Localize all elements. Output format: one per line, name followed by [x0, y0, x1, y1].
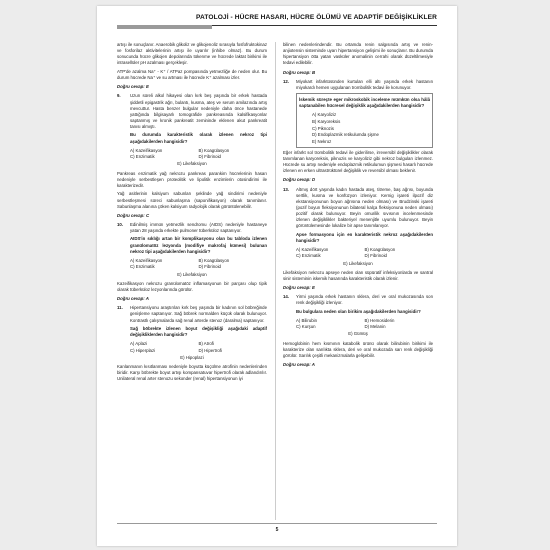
question-14: [283, 294, 433, 306]
option: C) Enzimatik: [130, 154, 155, 160]
option-e: E) Hipoplazi: [180, 354, 204, 360]
question-number: 14.: [283, 294, 290, 300]
question-number: 9.: [117, 93, 121, 99]
question-text: Edinilmiş immün yetmezlik sendromu (AIDS) nedeniyle hastaneye yatan 28 yaşında erkekte pulmoner tüberküloz saptanıyor.: [130, 222, 267, 234]
question-11: [117, 305, 267, 323]
answer-line: Doğru cevap: E: [117, 84, 149, 90]
question-number: 13.: [283, 186, 290, 192]
answer-line: Doğru cevap: C: [117, 212, 150, 218]
option: C) Kurşun: [296, 324, 316, 330]
question-stem: Bu bulgulara neden olan birikim aşağıdakilerden hangisidir?: [296, 308, 421, 314]
option: D) Fibrinoid: [198, 264, 221, 270]
answer-line: Doğru cevap: A: [283, 362, 315, 368]
question-stem: İskemik süreçte eger mikroskobik inceleme mümkün olsa hâlâ saptanabilen hücresel değişiklik aşağıdakilerden hangisidir?: [299, 97, 430, 109]
answer-line: Doğru cevap: D: [283, 177, 316, 183]
option: B) Koagülasyon: [198, 257, 230, 263]
paragraph: ATP'de azalma Na⁺ - K⁺ / ATPaz pompasında yetmezliğe de neden olur. Bu durum hücrede Na⁺ ve su artması ile hücrede K⁺ azalması izler.: [117, 69, 267, 81]
option: B) Atrofi: [198, 340, 214, 346]
question-text: Altmış dört yaşında kadın hastada ateş, titreme, baş ağrısı, boyunda sertlik, kusma ve konfüzyon izleniyor. Kernig işareti ilpozif diz ekstansiyonunun boyun ağrısına neden olması) ve Brudzinski işareti (pozif boyun fleksiyonunun bilateral kalça fleksiyonuna neden olması) pozitif olarak bulunuyor. Beyin omurilik sıvısının incelenmesinde izlenen değişiklikler bakteriyel menenjitle uyumlu bulunuyor. Beyin görüntülemesinde lokalize bir apse tanımlanıyor.: [296, 186, 433, 229]
question-9: [117, 93, 267, 130]
page-number: 5: [275, 527, 279, 533]
option: A) Bilirubin: [296, 317, 318, 323]
question-text: Miyokart infarktüsünden kurtulan elli altı yaşında erkek hastanın miyokardı hemen uygulanan trombolitik tedavi ile korunuyor.: [296, 78, 433, 90]
question-12: [283, 79, 433, 91]
option-e: E) Gümüş: [348, 331, 368, 337]
option: C) Hiperplazi: [130, 347, 156, 353]
answer-line: Doğru cevap: A: [117, 296, 149, 302]
question-number: 12.: [283, 78, 290, 84]
option: D) Endoplazmik retikulumda şişme: [312, 132, 379, 138]
option: B) Karyoreksis: [312, 118, 341, 124]
options-grid: [130, 148, 267, 161]
explanation: Eğer infarkt sol trombolitik tedavi ile giderilirse, irreversibl değişiklikler olarak tanımlanan karyoreksis, piknozis ve karyoliziz gibi nekroz bulguları izlenmez. Hücrede su artışı nedeniyle endoplazmik retikulumun şişmesi hasarlı hücrede izlenen en erken ultrastrüktürel değişiklik ve reversibl olması beklenir.: [283, 149, 433, 174]
option: B) Koagülasyon: [198, 147, 230, 153]
option: D) Hipertrofi: [198, 347, 222, 353]
paragraph: bilinen nedenlerindendir. Bu ortamda renin salgısında artış ve renin-anjiotensin sisteminde uyarı hipertansiyon gelişimi ile sonuçlanır. Bu durumda hipertansiyon ötta yatan vasküler anomalinin cerrahi olarak düzeltilmesiyle tedavi edilebilir.: [283, 42, 433, 66]
option: A) Karyoliziz: [312, 112, 337, 118]
answer-line: Doğru cevap: E: [283, 285, 315, 291]
option: B) Koagülasyon: [364, 246, 396, 252]
left-column: [117, 42, 267, 385]
answer-line: Doğru cevap: B: [283, 69, 316, 75]
option: C) Enzimatik: [130, 264, 155, 270]
option: C) Piknozis: [312, 125, 334, 131]
explanation: Hemoglobinin hem kısmının katabolik ürünü olarak bilirubinin birikimi ile karakterize olan sarılıkta sklera, deri ve oral mukozada sarı renk değişikliği görülür. Sarılık çeşitli mekanizmalarla gelişebilir.: [283, 340, 433, 358]
options-grid: [296, 247, 433, 260]
question-stem: Apse formasyonu için en karakteristik nekroz aşağıdakilerden hangisidir?: [296, 231, 433, 243]
explanation: Yağ asitlerinin kalsiyum sabunları şeklinde yağ sindirimi nedeniyle serbestleşmesi süreci sabunlaşma (saponifikasyon) olarak tanımlanır. Sabunlaşma alanına çöken kalsiyum radyolojik olarak görüntülenebilir.: [117, 191, 267, 209]
column-divider: [275, 42, 276, 520]
option: D) Fibrinoid: [198, 154, 221, 160]
question-10: [117, 222, 267, 234]
options-grid: [130, 258, 267, 271]
explanation: Kazeifikasyon nekrozu granülomatöz inflamasyonun bir parçası olup tipik olarak tüberküloz lezyonlarında görülür.: [117, 280, 267, 292]
header-accent-bar: [117, 25, 212, 29]
option-e: E) Likefaksiyon: [177, 271, 207, 277]
option: E) Nekroz: [312, 138, 332, 144]
option: D) Fibrinoid: [364, 253, 387, 259]
explanation: Pankreas enzimatik yağ nekrozu pankreas parankim hücrelerinin hasarı nedeniyle serbestleşen proteolitik ve lipolitik enzimlerin otosindirimi ile karakterizedir.: [117, 170, 267, 188]
option: A) Aplazi: [130, 340, 148, 346]
explanation: Kanlanmanın kısıtlanması nedeniyle boyutta küçülme atrofinin nedenlerinden biridir. Karşı böbrekte boyut artışı kompansatuvar hipertrofi olarak adlandırılır. Unilateral renal arter stenozu sekonder (renal) hipertansiyonun iyi: [117, 363, 267, 382]
option: B) Hemosiderin: [364, 317, 395, 323]
paragraph: artışı ile sonuçlanır. Anaerobik glikoliz ve glikojenoliz sırasıyla fosfofruktokinaz ve fosforilaz aktivitelerinin artışı ile uyarılır (inhibe olmaz). Bu durum sonucunda hücre glikojen depolarında tükenme ve hücrede laktat birikimi ile intrasellüler pH azalması gerçekleşir.: [117, 42, 267, 66]
question-13: [283, 187, 433, 230]
options-grid: [296, 318, 433, 331]
options-grid: [130, 341, 267, 354]
question-number: 10.: [117, 222, 124, 228]
question-text: Uzun süreli alkol hikayesi olan kırk beş yaşında bir erkek hastada şiddetli epigastrik ağrı, bulantı, kusma, ateş ve serum amilazında artış mevcuttur. Hasta benzer bulgular nedeniyle daha önce hastanede yattığında bilgisayarlı tomografide pankreasında kalsifikasyonlar saptanmış ve kronik pankreatit zemininde eklenen akut pankreatit tanısı almıştı.: [130, 93, 267, 130]
question-stem: Bu durumda karakteristik olarak izlenen nekroz tipi aşağıdakilerden hangisidir?: [130, 132, 267, 144]
options-list: [312, 112, 430, 144]
option: C) Enzimatik: [296, 253, 321, 259]
page-header-title: PATOLOJİ - HÜCRE HASARI, HÜCRE ÖLÜMÜ VE ADAPTİF DEĞİŞİKLİKLER: [195, 14, 437, 21]
footer-rule: [117, 523, 437, 524]
explanation: Likefaksiyon nekrozu apseye neden olan süpüratif infeksiyonlarda ve santral sinir sisteminin iskemik hasarında karakteristik olarak izlenir.: [283, 269, 433, 281]
question-text: Hipertansiyonu araştırılan kırk beş yaşında bir kadının sol böbreğinde genişleme saptanıyor. Sağ böbrek normalden küçük olarak bulunuyor. Kontrastlı çalışmalarda sağ renal arterde stenoz (daralma) saptanıyor.: [130, 305, 267, 323]
right-column: [283, 42, 433, 371]
option-e: E) Likefaksiyon: [343, 260, 373, 266]
question-stem: AIDS'in sıklığı artan bir komplikasyonu olan bu tabloda izlenen granülomatöz lezyonda (modifiye makrofaj kümesi) bulunan nekroz tipi aşağıdakilerden hangisidir?: [130, 236, 267, 254]
option: D) Melanin: [364, 324, 386, 330]
question-text: Yirmi yaşında erkek hastanın sklera, deri ve oral mukozasında son renk değişikliği izleniyor.: [296, 294, 433, 306]
question-stem: Sağ böbrekte izlenen boyut değişikliği aşağıdaki adaptif değişikliklerden hangisidir?: [130, 325, 267, 337]
option: A) Kazeifikasyon: [130, 257, 163, 263]
option: A) Kazeifikasyon: [296, 246, 329, 252]
option: A) Kazeifikasyon: [130, 147, 163, 153]
question-box: [296, 93, 433, 148]
document-page: [97, 6, 457, 546]
option-e: E) Likefaksiyon: [177, 161, 207, 167]
question-number: 11.: [117, 305, 123, 311]
